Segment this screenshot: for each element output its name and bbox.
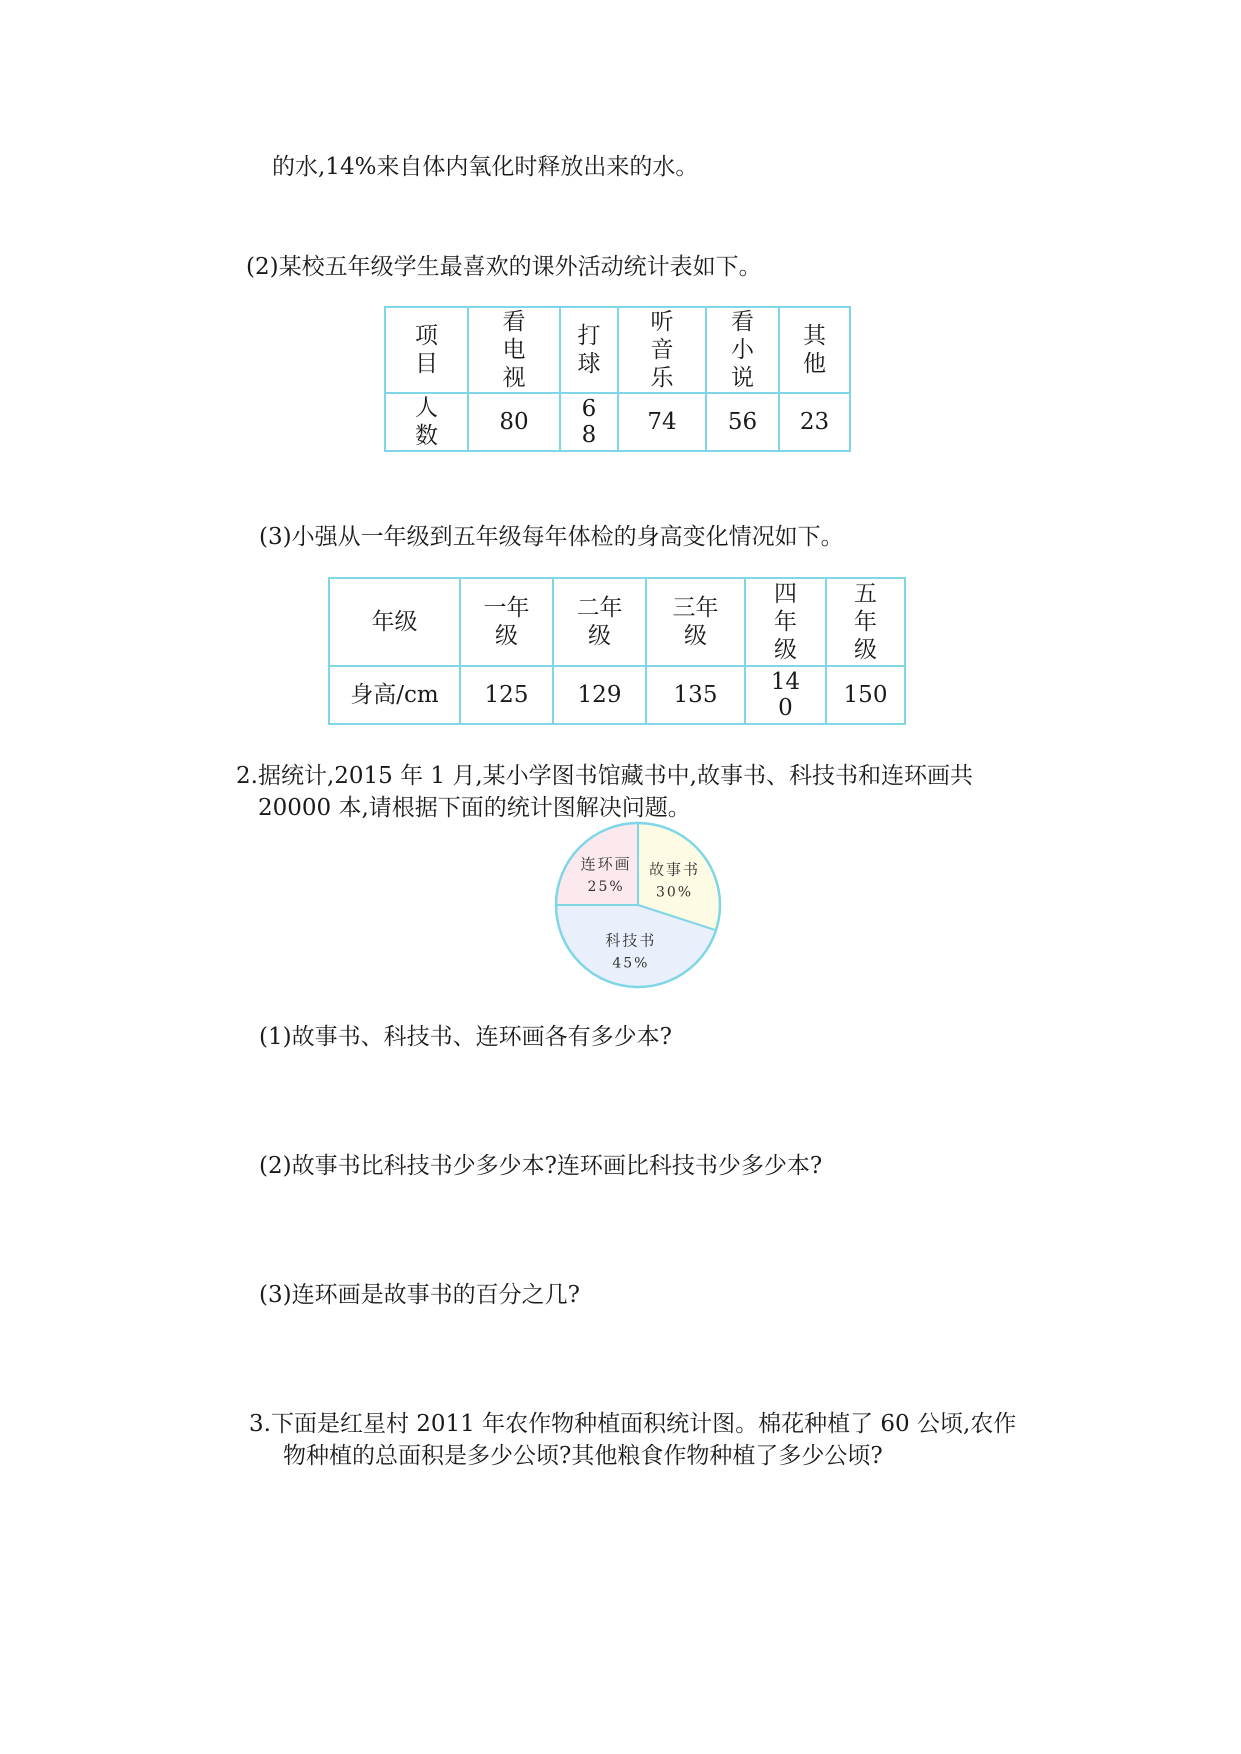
activity-header-cell: 听音乐: [618, 307, 706, 393]
pie-slice-label: 科技书: [605, 931, 657, 950]
pie-slice-percent: 25%: [587, 879, 625, 896]
activity-value-cell: 23: [779, 393, 850, 451]
activity-table: [384, 306, 851, 452]
question-2-line-2: 20000 本,请根据下面的统计图解决问题。: [258, 795, 691, 821]
height-value-cell: 140: [745, 666, 826, 724]
height-value-cell: 135: [646, 666, 745, 724]
activity-value-cell: 56: [706, 393, 779, 451]
height-header-cell: 三年级: [646, 578, 745, 666]
question-3-line-1: 3.下面是红星村 2011 年农作物种植面积统计图。棉花种植了 60 公顷,农作: [249, 1411, 1017, 1437]
height-table: [328, 577, 906, 725]
activity-value-cell: 80: [468, 393, 560, 451]
height-value-cell: 125: [460, 666, 553, 724]
question-3-line-2: 物种植的总面积是多少公顷?其他粮食作物种植了多少公顷?: [283, 1443, 883, 1469]
height-header-cell: 四年级: [745, 578, 826, 666]
pie-slice-label: 故事书: [648, 860, 701, 879]
question-2-sub-1: (1)故事书、科技书、连环画各有多少本?: [259, 1024, 672, 1050]
q1-continuation-text: 的水,14%来自体内氧化时释放出来的水。: [272, 154, 699, 180]
question-1-3: (3)小强从一年级到五年级每年体检的身高变化情况如下。: [259, 524, 844, 550]
question-2-line-1: 2.据统计,2015 年 1 月,某小学图书馆藏书中,故事书、科技书和连环画共: [236, 763, 973, 789]
activity-header-cell: 项目: [385, 307, 468, 393]
height-header-cell: 二年级: [553, 578, 646, 666]
height-value-cell: 150: [826, 666, 905, 724]
question-2-sub-3: (3)连环画是故事书的百分之几?: [259, 1282, 580, 1308]
book-pie-chart: [553, 820, 723, 990]
activity-header-cell: 打球: [560, 307, 618, 393]
pie-slice-percent: 30%: [655, 884, 694, 901]
activity-value-cell: 68: [560, 393, 618, 451]
activity-header-cell: 其他: [779, 307, 850, 393]
question-2-sub-2: (2)故事书比科技书少多少本?连环画比科技书少多少本?: [259, 1153, 823, 1179]
activity-header-cell: 看小说: [706, 307, 779, 393]
height-header-cell: 五年级: [826, 578, 905, 666]
activity-row-label: 人数: [385, 393, 468, 451]
pie-slice-percent: 45%: [612, 955, 650, 972]
question-1-2: (2)某校五年级学生最喜欢的课外活动统计表如下。: [246, 254, 762, 280]
height-header-cell: 年级: [329, 578, 460, 666]
height-value-cell: 129: [553, 666, 646, 724]
height-header-cell: 一年级: [460, 578, 553, 666]
activity-value-cell: 74: [618, 393, 706, 451]
pie-slice-label: 连环画: [580, 855, 632, 874]
activity-header-cell: 看电视: [468, 307, 560, 393]
height-row-label: 身高/cm: [329, 666, 460, 724]
